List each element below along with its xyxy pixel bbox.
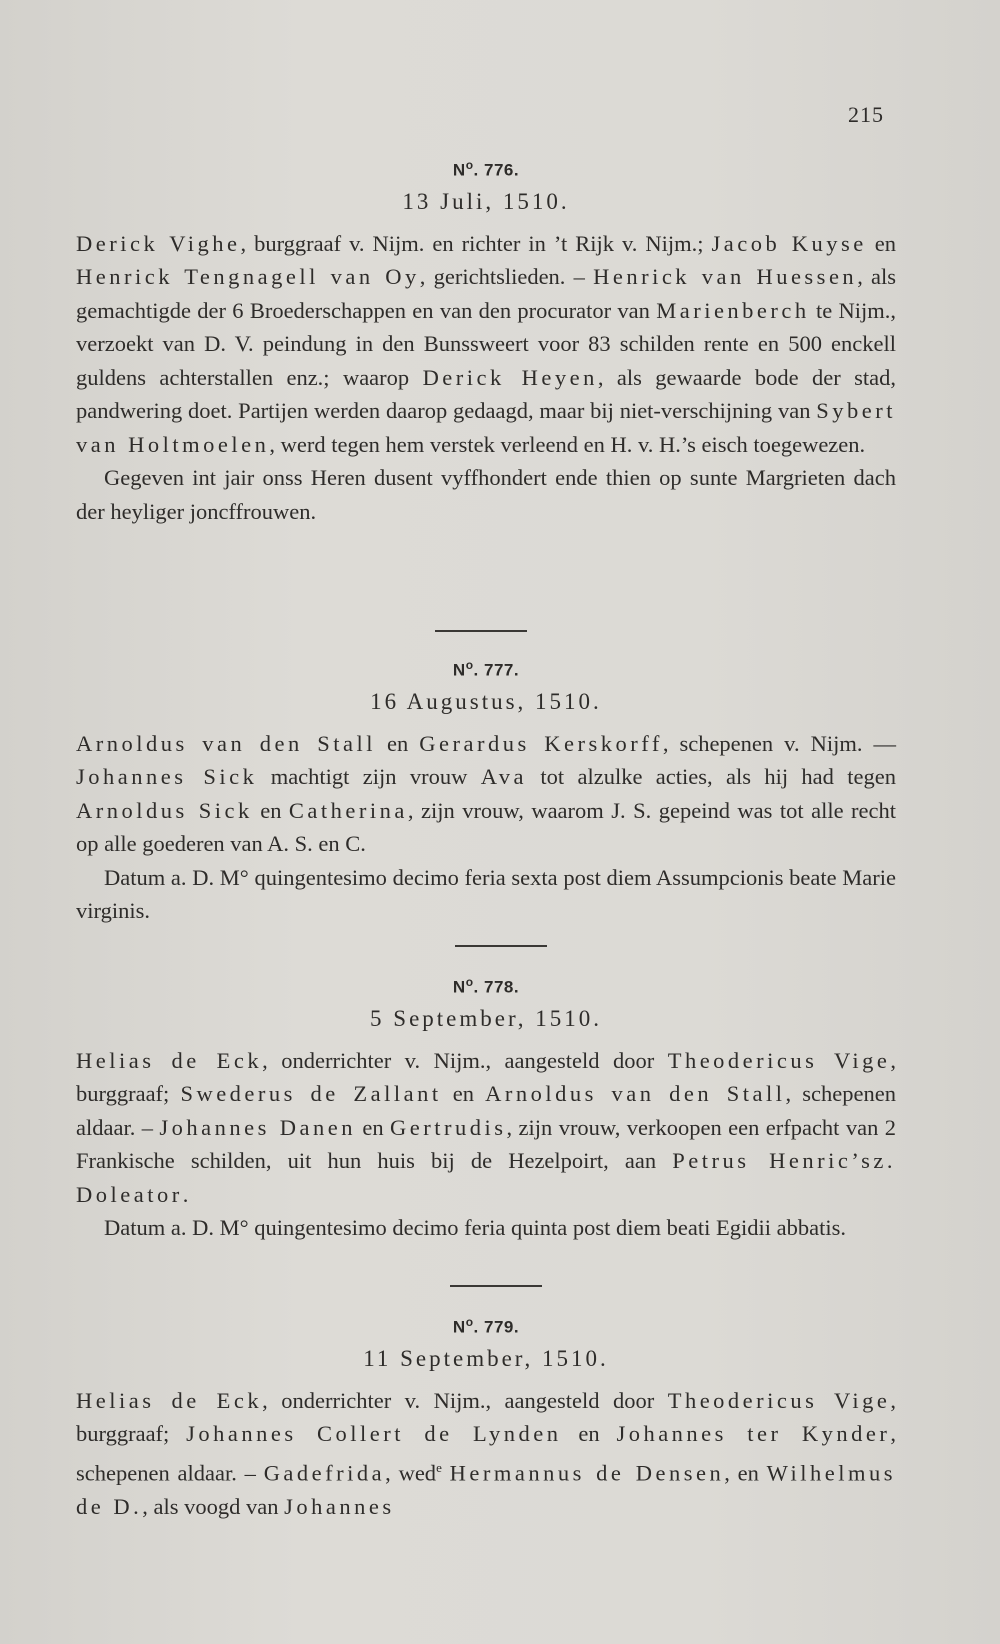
entry-number: $N^o$. 778. [452, 975, 520, 997]
separator-rule [435, 630, 527, 632]
person-name: Hermannus de Densen [449, 1460, 725, 1486]
text-run: , burggraaf; [76, 1387, 896, 1447]
entry-number: $N^o$. 779. [452, 1315, 520, 1337]
person-name: Ava [480, 764, 528, 790]
text-run: en [252, 797, 289, 823]
text-run: , onderrichter v. Nijm., aangesteld door [262, 1047, 668, 1073]
entry-paragraph [76, 461, 896, 528]
text-run: , zijn vrouw, waarom J. S. gepeind was tot alle recht op alle goederen van A. S. en C. [76, 797, 897, 857]
text-run: , schepenen v. Nijm. — [662, 730, 896, 756]
person-name: Johannes Collert de Lynden [186, 1421, 562, 1447]
person-name: Henrick van Huessen [593, 264, 858, 290]
person-name: Henrick Tengnagell van Oy [76, 264, 420, 290]
separator-rule [455, 945, 547, 947]
text-run: , als gemachtigde der 6 Broederschappen en van den procurator van [76, 264, 897, 323]
person-name: Johannes [284, 1493, 395, 1519]
person-name: Wilhelmus de D. [76, 1460, 897, 1519]
text-run: en [441, 1081, 486, 1107]
person-name: Arnoldus van den Stall [76, 730, 377, 756]
entry-number-value: 778. [483, 977, 520, 997]
person-name: Sybert van Holtmoelen [76, 398, 896, 457]
text-run: , als gewaarde bode der stad, pandwering doet. Partijen werden daarop gedaagd, maar bij niet-verschijning van [76, 364, 896, 424]
entry-body [76, 1044, 896, 1245]
person-name: Helias de Eck [76, 1387, 263, 1413]
person-name: Johannes ter Kynder [616, 1421, 891, 1447]
entry-paragraph [76, 227, 896, 462]
entry-paragraph [76, 1211, 896, 1245]
entry-paragraph [76, 861, 896, 928]
text-run: , schepenen aldaar. – [76, 1081, 897, 1140]
entry-776 [76, 158, 896, 528]
person-name: Jacob Kuyse [711, 230, 867, 256]
person-name: Petrus Henric’sz. Doleator [76, 1148, 896, 1207]
entry-779 [76, 1315, 896, 1523]
entry-body [76, 727, 896, 928]
person-name: Gertrudis [390, 1114, 507, 1140]
text-run: . [182, 1181, 189, 1207]
text-run: en [561, 1421, 617, 1447]
text-run: en [356, 1114, 391, 1140]
person-name: Swederus de Zallant [180, 1081, 442, 1107]
text-run: , burggraaf; [76, 1047, 896, 1107]
entry-body [76, 227, 896, 529]
entry-777 [76, 658, 896, 928]
entry-number-value: 777. [483, 660, 520, 680]
entry-number-value: 776. [483, 160, 520, 180]
person-name: Theodericus Vige [667, 1047, 891, 1073]
entry-paragraph [76, 1384, 896, 1524]
text-run: , onderrichter v. Nijm., aangesteld door [262, 1387, 668, 1413]
entry-date: 11 September, 1510. [363, 1345, 609, 1371]
separator-rule [450, 1285, 542, 1287]
text-run [442, 1460, 450, 1485]
entry-body [76, 1384, 896, 1524]
entry-paragraph [76, 1044, 896, 1212]
person-name: Theodericus Vige [667, 1387, 891, 1413]
superscript: e [436, 1459, 442, 1475]
person-name: Johannes Sick [76, 764, 258, 790]
text-run: tot alzulke acties, als hij had tegen [527, 764, 896, 790]
entry-paragraph [76, 727, 896, 861]
entry-778 [76, 975, 896, 1245]
person-name: Derick Vighe [76, 230, 241, 256]
text-run: , wed [385, 1460, 437, 1486]
entry-date: 16 Augustus, 1510. [370, 688, 602, 714]
text-run: , en [724, 1460, 767, 1486]
person-name: Arnoldus van den Stall [485, 1081, 786, 1107]
person-name: Johannes Danen [159, 1114, 356, 1140]
person-name: Arnoldus Sick [76, 797, 253, 823]
page-number: 215 [848, 102, 884, 127]
text-run: , als voogd van [142, 1493, 285, 1519]
text-run: machtigt zijn vrouw [257, 764, 481, 790]
text-run: , zijn vrouw, verkoopen een erfpacht van 2 Frankische schilden, uit hun huis bij de Hezelpoirt, aan [76, 1114, 896, 1174]
text-run: Datum a. D. M° quingentesimo decimo feria sexta post diem Assumpcionis beate Marie virginis. [76, 864, 896, 924]
entry-number: $N^o$. 776. [452, 158, 520, 180]
text-run: Gegeven int jair onss Heren dusent vyffhondert ende thien op sunte Margrieten dach der heyliger joncffrouwen. [76, 465, 896, 524]
text-run: te Nijm., verzoekt van D. V. peindung in den Bunssweert voor 83 schilden rente en 500 enckell guldens achterstallen enz.; waarop [76, 297, 896, 390]
text-run: en [376, 730, 420, 756]
text-run: , gerichtslieden. – [419, 264, 594, 290]
person-name: Helias de Eck [76, 1047, 263, 1073]
person-name: Gadefrida [263, 1460, 386, 1486]
text-run: Datum a. D. M° quingentesimo decimo feria quinta post diem beati Egidii abbatis. [104, 1215, 846, 1241]
text-run: en [866, 230, 896, 256]
person-name: Marienberch [656, 297, 810, 323]
entry-date: 5 September, 1510. [370, 1005, 602, 1031]
entry-number: $N^o$. 777. [452, 658, 520, 680]
text-run: , burggraaf v. Nijm. en richter in ’t Rijk v. Nijm.; [240, 230, 712, 256]
person-name: Gerardus Kerskorff [419, 730, 663, 756]
text-run: , werd tegen hem verstek verleend en H. v. H.’s eisch toegewezen. [269, 431, 866, 457]
person-name: Derick Heyen [422, 364, 598, 390]
text-run: , schepenen aldaar. – [76, 1421, 896, 1486]
entry-date: 13 Juli, 1510. [402, 188, 570, 214]
person-name: Catherina [288, 797, 408, 823]
entry-number-value: 779. [483, 1317, 520, 1337]
